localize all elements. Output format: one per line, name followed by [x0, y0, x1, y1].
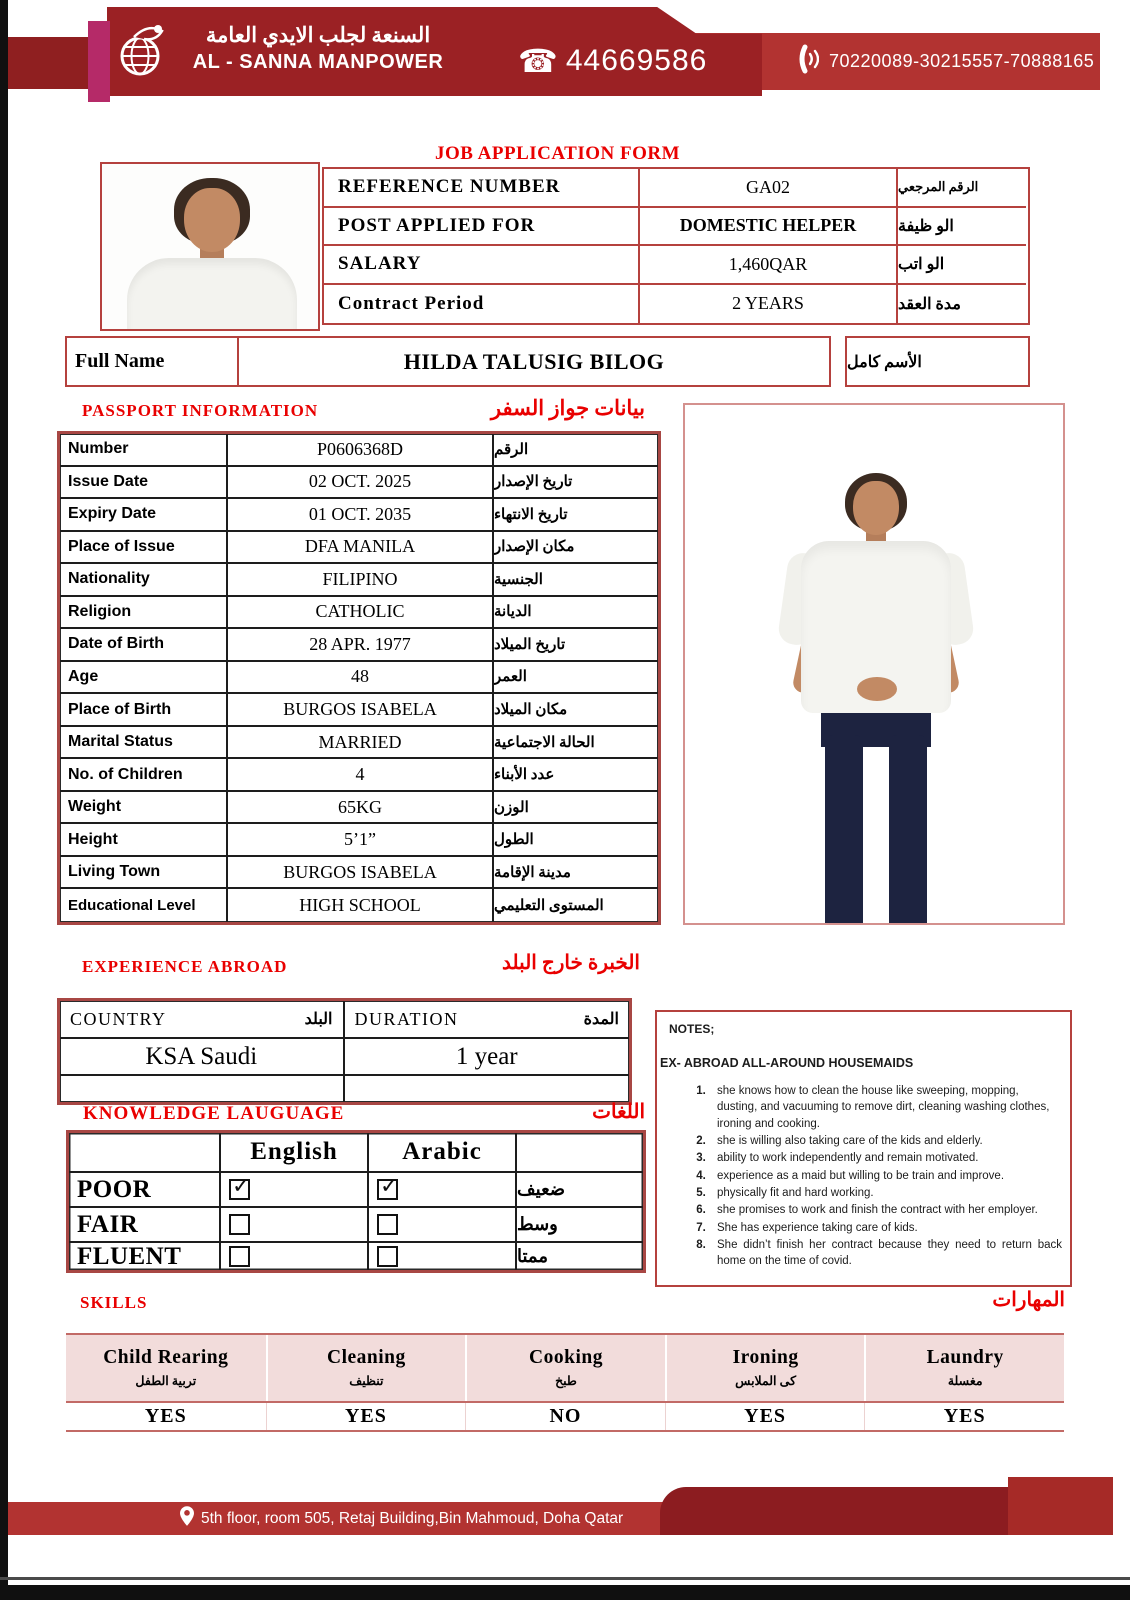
passport-label: No. of Children	[60, 759, 228, 792]
full-name-label: Full Name	[67, 338, 239, 385]
passport-section-title: PASSPORT INFORMATION	[82, 401, 319, 420]
passport-arabic: الطول	[494, 824, 658, 857]
location-pin-icon	[180, 1506, 194, 1531]
skill-name-arabic: تربية الطفل	[135, 1374, 197, 1388]
note-item: 7. She has experience taking care of kids.	[709, 1220, 1062, 1236]
full-name-value: HILDA TALUSIG BILOG	[403, 348, 665, 374]
app-row-value: DOMESTIC HELPER	[640, 208, 898, 247]
passport-value: CATHOLIC	[228, 597, 494, 630]
agency-logo	[114, 21, 172, 81]
note-item: 2. she is willing also taking care of the kids and elderly.	[709, 1133, 1062, 1149]
headshot-shirt	[127, 258, 297, 331]
notes-panel	[655, 1010, 1072, 1287]
mobile-phone-icon	[797, 44, 819, 79]
arabic-fluent-cell	[369, 1243, 517, 1270]
language-column-english: English	[221, 1133, 369, 1173]
passport-arabic: الحالة الاجتماعية	[494, 727, 658, 760]
footer-right-block	[1008, 1477, 1113, 1535]
skill-name-arabic: طبخ	[555, 1374, 577, 1388]
skills-section-title: SKILLS	[80, 1293, 148, 1312]
app-row-value: 2 YEARS	[640, 285, 898, 324]
note-item: 3. ability to work independently and remain motivated.	[709, 1150, 1062, 1166]
passport-label: Living Town	[60, 857, 228, 890]
app-row-arabic: مدة العقد	[898, 295, 961, 313]
passport-arabic: الرقم	[494, 434, 658, 467]
language-column-arabic: Arabic	[369, 1133, 517, 1173]
note-item: 5. physically fit and hard working.	[709, 1185, 1062, 1201]
skill-name: Child Rearing	[103, 1347, 229, 1368]
skill-value: YES	[144, 1405, 187, 1427]
skill-column	[66, 1335, 266, 1401]
fullbody-leg	[825, 735, 863, 925]
english-fluent-cell	[221, 1243, 369, 1270]
agency-name-arabic: السنعة لجلب الايدي العامة	[205, 23, 431, 47]
english-poor-cell	[221, 1173, 369, 1208]
banner-ribbon-tail	[8, 37, 93, 89]
experience-empty-cell	[60, 1076, 345, 1102]
passport-arabic: مكان الإصدار	[494, 532, 658, 565]
skill-column	[665, 1335, 865, 1401]
skill-value: YES	[864, 1403, 1064, 1430]
passport-label: Educational Level	[60, 889, 228, 922]
skills-section-title-arabic: المهارات	[992, 1289, 1065, 1311]
fullbody-hands	[857, 677, 897, 701]
passport-label: Number	[60, 434, 228, 467]
globe-icon	[114, 21, 172, 81]
language-level-label: POOR	[69, 1173, 221, 1208]
skill-name-arabic: تنظيف	[349, 1374, 384, 1388]
passport-arabic: عدد الأبناء	[494, 759, 658, 792]
passport-value: 4	[228, 759, 494, 792]
passport-arabic: المستوى التعليمي	[494, 898, 604, 915]
checkbox-english-poor	[229, 1174, 251, 1200]
passport-label: Age	[60, 662, 228, 695]
phone-block	[518, 44, 707, 78]
passport-arabic: تاريخ الميلاد	[494, 629, 658, 662]
skill-name-arabic: كى الملابس	[735, 1374, 797, 1388]
skill-value: YES	[266, 1403, 466, 1430]
passport-label: Issue Date	[60, 467, 228, 500]
language-section-title-arabic: اللغات	[592, 1101, 645, 1123]
app-row-label: Contract Period	[324, 285, 640, 324]
note-item: 4. experience as a maid but willing to be train and improve.	[709, 1168, 1062, 1184]
language-level-label: FLUENT	[69, 1243, 221, 1270]
country-header-arabic: البلد	[304, 1011, 333, 1028]
arabic-poor-cell	[369, 1173, 517, 1208]
banner-magenta-accent	[88, 21, 110, 102]
footer-address-bar	[8, 1502, 710, 1535]
skill-name: Laundry	[926, 1347, 1004, 1368]
english-fair-cell	[221, 1208, 369, 1243]
passport-label: Date of Birth	[60, 629, 228, 662]
app-row-arabic: الرقم المرجعي	[898, 169, 1026, 208]
passport-label: Place of Birth	[60, 694, 228, 727]
passport-label: Religion	[60, 597, 228, 630]
skill-name: Cleaning	[327, 1347, 406, 1368]
checkbox-arabic-fluent	[377, 1246, 398, 1267]
passport-label: Weight	[60, 792, 228, 825]
passport-value: DFA MANILA	[228, 532, 494, 565]
passport-value: BURGOS ISABELA	[228, 694, 494, 727]
notes-list	[693, 1083, 1062, 1270]
agency-name: AL - SANNA MANPOWER	[192, 51, 444, 73]
note-item: 6. she promises to work and finish the contract with her employer.	[709, 1202, 1062, 1218]
headshot-face	[184, 188, 240, 252]
notes-subheading: EX- ABROAD ALL-AROUND HOUSEMAIDS	[660, 1056, 914, 1070]
skill-name-arabic: مغسلة	[947, 1374, 983, 1388]
page-left-edge	[0, 0, 8, 1600]
experience-country-header	[60, 1001, 345, 1039]
experience-section-title: EXPERIENCE ABROAD	[82, 957, 288, 976]
full-name-arabic: الأسم كامل	[845, 336, 1030, 387]
language-level-arabic: ممتا	[517, 1246, 548, 1266]
language-section-title: KNOWLEDGE LAUGUAGE	[83, 1103, 345, 1124]
passport-value: 02 OCT. 2025	[228, 467, 494, 500]
passport-arabic: مدينة الإقامة	[494, 857, 658, 890]
note-item: 1. she knows how to clean the house like sweeping, mopping, dusting, and vacuuming to remove dirt, cleaning washing clothes, ironing and cooking.	[709, 1083, 1062, 1132]
checkmark: ✓	[380, 1174, 399, 1199]
passport-value: BURGOS ISABELA	[228, 857, 494, 890]
passport-arabic: مكان الميلاد	[494, 694, 658, 727]
passport-arabic: تاريخ الانتهاء	[494, 499, 658, 532]
notes-heading: NOTES;	[669, 1022, 715, 1036]
passport-value: 48	[228, 662, 494, 695]
language-level-arabic: ضعيف	[517, 1173, 643, 1208]
passport-arabic: العمر	[494, 662, 658, 695]
experience-duration-value: 1 year	[345, 1039, 630, 1076]
passport-label: Expiry Date	[60, 499, 228, 532]
app-row-label: SALARY	[324, 246, 640, 285]
language-corner-cell	[517, 1133, 643, 1173]
checkbox-arabic-fair	[377, 1214, 398, 1235]
passport-arabic: تاريخ الإصدار	[494, 467, 658, 500]
app-row-value: GA02	[640, 169, 898, 208]
passport-value: 01 OCT. 2035	[228, 499, 494, 532]
skill-value: NO	[465, 1403, 665, 1430]
applicant-headshot-photo	[100, 162, 320, 331]
passport-arabic: الديانة	[494, 597, 658, 630]
passport-table	[57, 431, 661, 925]
applicant-fullbody-photo	[683, 403, 1065, 925]
footer-dark-ribbon	[660, 1487, 1010, 1535]
note-item: 8. She didn’t finish her contract because they need to return back home on the time of covid.	[709, 1237, 1062, 1270]
language-level-label: FAIR	[69, 1208, 221, 1243]
passport-label: Place of Issue	[60, 532, 228, 565]
language-level-arabic: وسط	[517, 1208, 643, 1243]
skill-column	[864, 1335, 1064, 1401]
duration-header-label: DURATION	[354, 1008, 459, 1029]
footer-address: 5th floor, room 505, Retaj Building,Bin Mahmoud, Doha Qatar	[201, 1509, 624, 1527]
experience-duration-header	[345, 1001, 630, 1039]
app-row-label: REFERENCE NUMBER	[324, 169, 640, 208]
page-bottom-line	[0, 1577, 1130, 1580]
app-row-label: POST APPLIED FOR	[324, 208, 640, 247]
form-title: JOB APPLICATION FORM	[435, 143, 681, 164]
phone-number: 44669586	[565, 44, 708, 77]
app-row-arabic: الو ظيفة	[898, 208, 1026, 247]
application-table	[322, 167, 1030, 325]
skill-name: Cooking	[529, 1347, 603, 1368]
passport-value: P0606368D	[228, 434, 494, 467]
checkmark: ✓	[232, 1174, 251, 1199]
passport-label: Nationality	[60, 564, 228, 597]
app-row-value: 1,460QAR	[640, 246, 898, 285]
passport-arabic: الوزن	[494, 792, 658, 825]
arabic-fair-cell	[369, 1208, 517, 1243]
language-corner-cell	[69, 1133, 221, 1173]
skills-header-row	[66, 1333, 1064, 1403]
passport-value: 28 APR. 1977	[228, 629, 494, 662]
experience-section-title-arabic: الخبرة خارج البلد	[502, 952, 640, 974]
fullbody-face	[853, 481, 899, 535]
passport-value: FILIPINO	[228, 564, 494, 597]
passport-section-title-arabic: بيانات جواز السفر	[490, 396, 645, 420]
checkbox-english-fair	[229, 1214, 250, 1235]
passport-label: Marital Status	[60, 727, 228, 760]
checkbox-english-fluent	[229, 1246, 250, 1267]
app-row-arabic: الو اتب	[898, 246, 1026, 285]
skill-value: YES	[665, 1403, 865, 1430]
passport-value: 5’1”	[228, 824, 494, 857]
skills-values-row	[66, 1403, 1064, 1432]
experience-country-value: KSA Saudi	[60, 1039, 345, 1076]
telephone-icon: ☎	[518, 42, 558, 80]
passport-label: Height	[60, 824, 228, 857]
fullbody-leg	[889, 735, 927, 925]
checkbox-arabic-poor	[377, 1174, 399, 1200]
skill-column	[465, 1335, 665, 1401]
full-name-row	[65, 336, 831, 387]
skill-column	[266, 1335, 466, 1401]
passport-value: HIGH SCHOOL	[228, 889, 494, 922]
country-header-label: COUNTRY	[70, 1008, 167, 1029]
passport-value: 65KG	[228, 792, 494, 825]
passport-value: MARRIED	[228, 727, 494, 760]
skill-name: Ironing	[732, 1347, 799, 1368]
mobile-numbers: 70220089-30215557-70888165	[829, 51, 1095, 71]
duration-header-arabic: المدة	[583, 1011, 619, 1028]
experience-table	[57, 998, 632, 1105]
language-table	[66, 1130, 646, 1273]
passport-arabic: الجنسية	[494, 564, 658, 597]
skills-table	[66, 1333, 1064, 1432]
page-bottom-edge	[0, 1585, 1130, 1600]
